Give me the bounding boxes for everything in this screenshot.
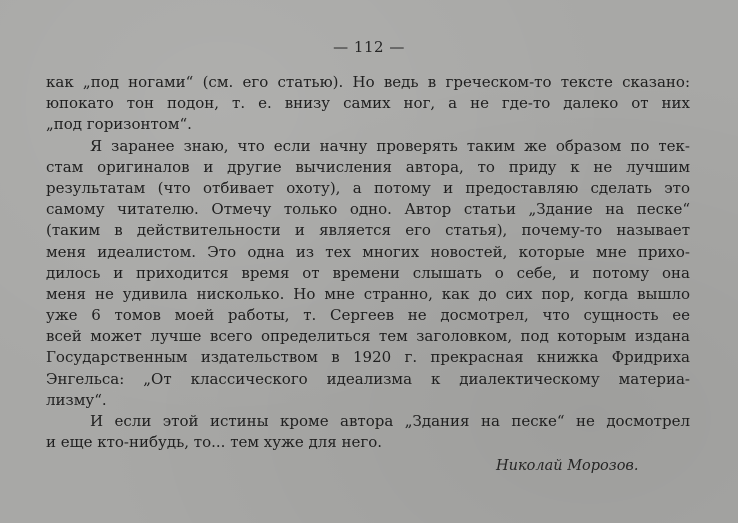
- text-line-17: И если этой истины кроме автора „Здания на песке“ не досмотрел: [90, 412, 690, 430]
- text-line-15: Энгельса: „От классического идеализма к диалектическому материа-: [46, 369, 690, 388]
- text-line-4: Я заранее знаю, что если начну проверять таким же образом по тек-: [90, 136, 690, 155]
- text-line-8: (таким в действительности и является его статья), почему-то называет: [46, 221, 690, 240]
- text-line-3: „под горизонтом“.: [46, 115, 192, 134]
- text-line-18: и еще кто-нибудь, то... тем хуже для него.: [46, 433, 383, 452]
- text-line-9: меня идеалистом. Это одна из тех многих новостей, которые мне прихо-: [46, 242, 690, 261]
- text-line-5: стам оригиналов и другие вычисления автора, то приду к не лучшим: [46, 157, 690, 176]
- text-line-16: лизму“.: [46, 390, 107, 409]
- text-line-13: всей может лучше всего определиться тем заголовком, под которым издана: [46, 327, 690, 346]
- text-line-6: результатам (что отбивает охоту), а потому и предоставляю сделать это: [46, 178, 690, 197]
- text-line-2: юпокато тон подон, т. е. внизу самих ног, а не где-то далеко от них: [46, 94, 690, 113]
- author-signature: Николай Морозов.: [496, 458, 639, 474]
- text-line-10: дилось и приходится время от времени слышать о себе, и потому она: [46, 263, 690, 282]
- body-text: [46, 72, 690, 453]
- text-line-12: уже 6 томов моей работы, т. Сергеев не досмотрел, что сущность ее: [46, 306, 690, 325]
- text-line-7: самому читателю. Отмечу только одно. Автор статьи „Здание на песке“: [46, 200, 690, 219]
- page-number: — 112 —: [333, 38, 405, 56]
- text-line-11: меня не удивила нисколько. Но мне странно, как до сих пор, когда вышло: [46, 284, 690, 303]
- text-line-1: как „под ногами“ (см. его статью). Но ведь в греческом-то тексте сказано:: [46, 73, 690, 91]
- text-line-14: Государственным издательством в 1920 г. прекрасная книжка Фридриха: [46, 348, 690, 367]
